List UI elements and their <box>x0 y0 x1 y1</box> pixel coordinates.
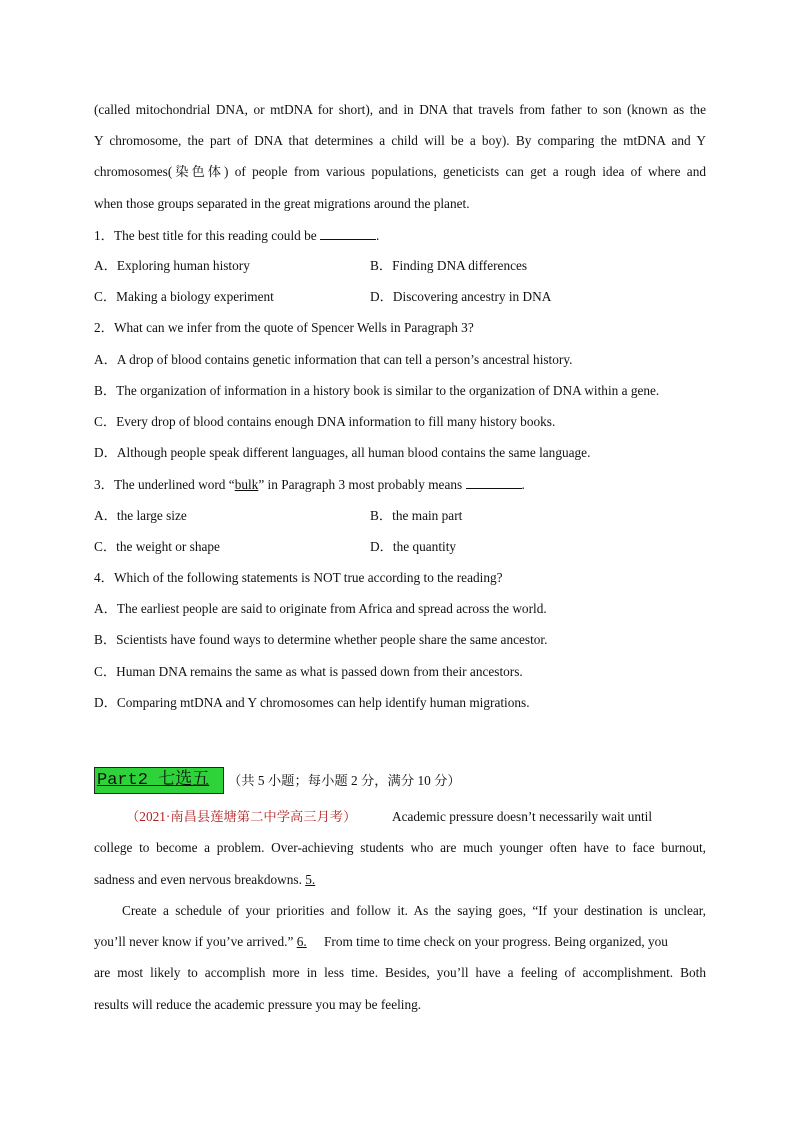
passage-line-2: Y chromosome, the part of DNA that determines a child will be a boy). By comparing the mtDNA and Y <box>94 133 706 148</box>
passage2-line-2: college to become a problem. Over-achieving students who are much younger often have to face burnout, <box>94 840 706 855</box>
q1-option-c: C．Making a biology experiment <box>94 289 274 304</box>
source-label <box>126 808 356 826</box>
q2-option-a: A．A drop of blood contains genetic information that can tell a person’s ancestral history. <box>94 352 573 367</box>
question-3-mid: ” in Paragraph 3 most probably means <box>258 477 466 492</box>
question-1-text: 1．The best title for this reading could be <box>94 228 320 243</box>
question-2-stem: 2．What can we infer from the quote of Spencer Wells in Paragraph 3? <box>94 320 474 335</box>
q1-option-d: D．Discovering ancestry in DNA <box>370 289 552 304</box>
q4-option-b: B．Scientists have found ways to determine whether people share the same ancestor. <box>94 632 548 647</box>
q3-option-b: B．the main part <box>370 508 463 523</box>
blank-6: 6. <box>296 934 307 949</box>
passage-line-4: when those groups separated in the great migrations around the planet. <box>94 196 470 211</box>
part2-scoring-note: （共 5 小题；每小题 2 分，满分 10 分） <box>228 773 461 788</box>
question-3-end: . <box>521 477 525 492</box>
question-3-text: 3．The underlined word “ <box>94 477 235 492</box>
answer-blank <box>320 226 376 240</box>
q1-option-a: A．Exploring human history <box>94 258 250 273</box>
passage-line-3: chromosomes(染色体) of people from various populations, geneticists can get a rough idea of where and <box>94 164 706 179</box>
question-1-end: . <box>376 228 380 243</box>
q3-option-c: C．the weight or shape <box>94 539 220 554</box>
q2-option-c: C．Every drop of blood contains enough DNA information to fill many history books. <box>94 414 556 429</box>
q3-option-a: A．the large size <box>94 508 187 523</box>
q2-option-b: B．The organization of information in a history book is similar to the organization of DNA within a gene. <box>94 383 660 398</box>
passage2-line-3-text: sadness and even nervous breakdowns. <box>94 872 302 887</box>
passage-line-1: (called mitochondrial DNA, or mtDNA for short), and in DNA that travels from father to son (known as the <box>94 102 706 117</box>
q2-option-d: D．Although people speak different languages, all human blood contains the same language. <box>94 445 591 460</box>
q4-option-d: D．Comparing mtDNA and Y chromosomes can help identify human migrations. <box>94 695 530 710</box>
question-3-stem <box>94 475 706 494</box>
part2-heading: Part2 七选五 <box>94 767 224 794</box>
passage2-line-7: results will reduce the academic pressure you may be feeling. <box>94 997 422 1012</box>
passage2-line-5-b: From time to time check on your progress. Being organized, you <box>324 934 668 949</box>
source-text: （2021·南昌县莲塘第二中学高三月考） <box>126 809 357 824</box>
q4-option-a: A．The earliest people are said to originate from Africa and spread across the world. <box>94 601 547 616</box>
passage2-line-4: Create a schedule of your priorities and follow it. As the saying goes, “If your destination is unclear, <box>122 903 706 918</box>
answer-blank <box>466 475 522 489</box>
q4-option-c: C．Human DNA remains the same as what is passed down from their ancestors. <box>94 664 523 679</box>
passage2-line-1: Academic pressure doesn’t necessarily wait until <box>392 809 653 824</box>
passage2-line-3 <box>94 871 706 889</box>
blank-5: 5. <box>305 872 316 887</box>
passage2-line-6: are most likely to accomplish more in less time. Besides, you’ll have a feeling of accomplishment. Both <box>94 965 706 980</box>
q3-option-d: D．the quantity <box>370 539 457 554</box>
passage2-line-5-a: you’ll never know if you’ve arrived.” <box>94 934 294 949</box>
q1-option-b: B．Finding DNA differences <box>370 258 528 273</box>
passage2-line-5 <box>94 933 706 951</box>
question-1-stem <box>94 226 706 245</box>
question-4-stem: 4．Which of the following statements is NOT true according to the reading? <box>94 570 503 585</box>
underlined-word: bulk <box>234 477 259 492</box>
